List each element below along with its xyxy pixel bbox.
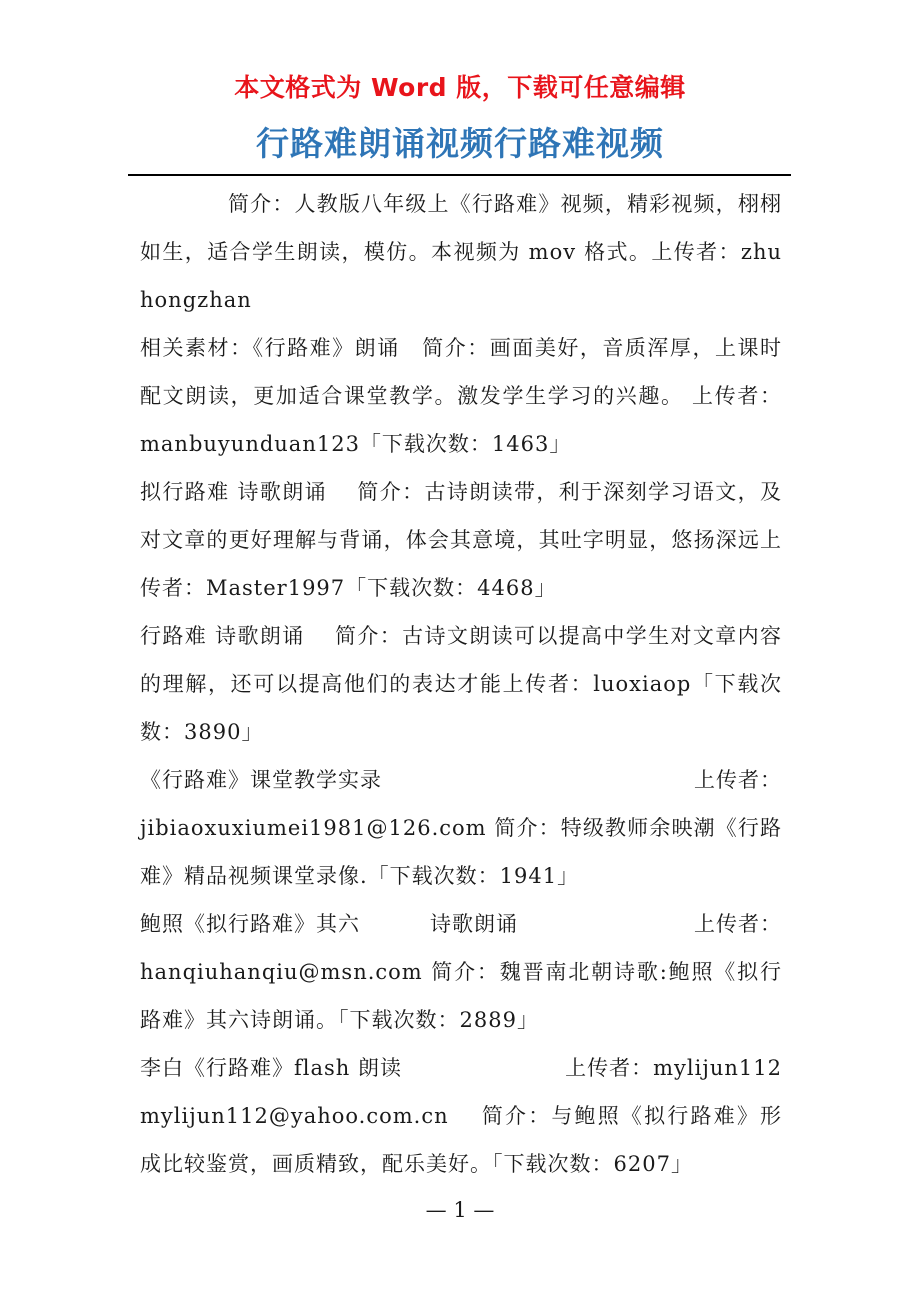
resource-item-3: 行路难 诗歌朗诵 简介：古诗文朗读可以提高中学生对文章内容的理解，还可以提高他们的表达才能上传者：luoxiaop「下载次数：3890」 bbox=[140, 624, 782, 744]
resource-item-4-heading bbox=[140, 756, 782, 804]
resource-item-5-type: 诗歌朗诵 bbox=[430, 912, 518, 936]
title-divider bbox=[128, 174, 791, 176]
resource-item-5-heading bbox=[140, 900, 782, 948]
resource-item-4-title: 《行路难》课堂教学实录 bbox=[140, 768, 382, 792]
resource-item-6-title: 李白《行路难》flash 朗读 bbox=[140, 1056, 402, 1080]
page-number: — 1 — bbox=[425, 1198, 495, 1222]
format-notice-banner: 本文格式为 Word 版，下载可任意编辑 bbox=[234, 73, 686, 102]
resource-item-5-title: 鲍照《拟行路难》其六 bbox=[140, 912, 360, 936]
resource-item-2: 拟行路难 诗歌朗诵 简介：古诗朗读带，利于深刻学习语文，及对文章的更好理解与背诵，体会其意境，其吐字明显，悠扬深远上传者：Master1997「下载次数：4468」 bbox=[140, 480, 782, 600]
resource-item-4-detail: jibiaoxuxiumei1981@126.com 简介：特级教师余映潮《行路难》精品视频课堂录像.「下载次数：1941」 bbox=[140, 816, 782, 888]
resource-item-5-uploader-label: 上传者： bbox=[694, 912, 782, 936]
resource-item-6-heading bbox=[140, 1044, 782, 1092]
resource-item-6-detail: mylijun112@yahoo.com.cn 简介：与鲍照《拟行路难》形成比较鉴赏，画质精致，配乐美好。「下载次数：6207」 bbox=[140, 1104, 782, 1176]
document-title: 行路难朗诵视频行路难视频 bbox=[256, 124, 664, 163]
resource-item-1: 相关素材：《行路难》朗诵 简介：画面美好，音质浑厚，上课时配文朗读，更加适合课堂教学。激发学生学习的兴趣。 上传者：manbuyunduan123「下载次数：1463」 bbox=[140, 336, 782, 456]
intro-paragraph: 简介：人教版八年级上《行路难》视频，精彩视频，栩栩如生，适合学生朗读，模仿。本视频为 mov 格式。上传者：zhuhongzhan bbox=[140, 192, 782, 312]
document-body bbox=[140, 180, 782, 1188]
resource-item-6-uploader: 上传者：mylijun112 bbox=[565, 1056, 782, 1080]
resource-item-5-detail: hanqiuhanqiu@msn.com 简介：魏晋南北朝诗歌:鲍照《拟行路难》其六诗朗诵。「下载次数：2889」 bbox=[140, 960, 782, 1032]
resource-item-4-uploader-label: 上传者： bbox=[694, 768, 782, 792]
